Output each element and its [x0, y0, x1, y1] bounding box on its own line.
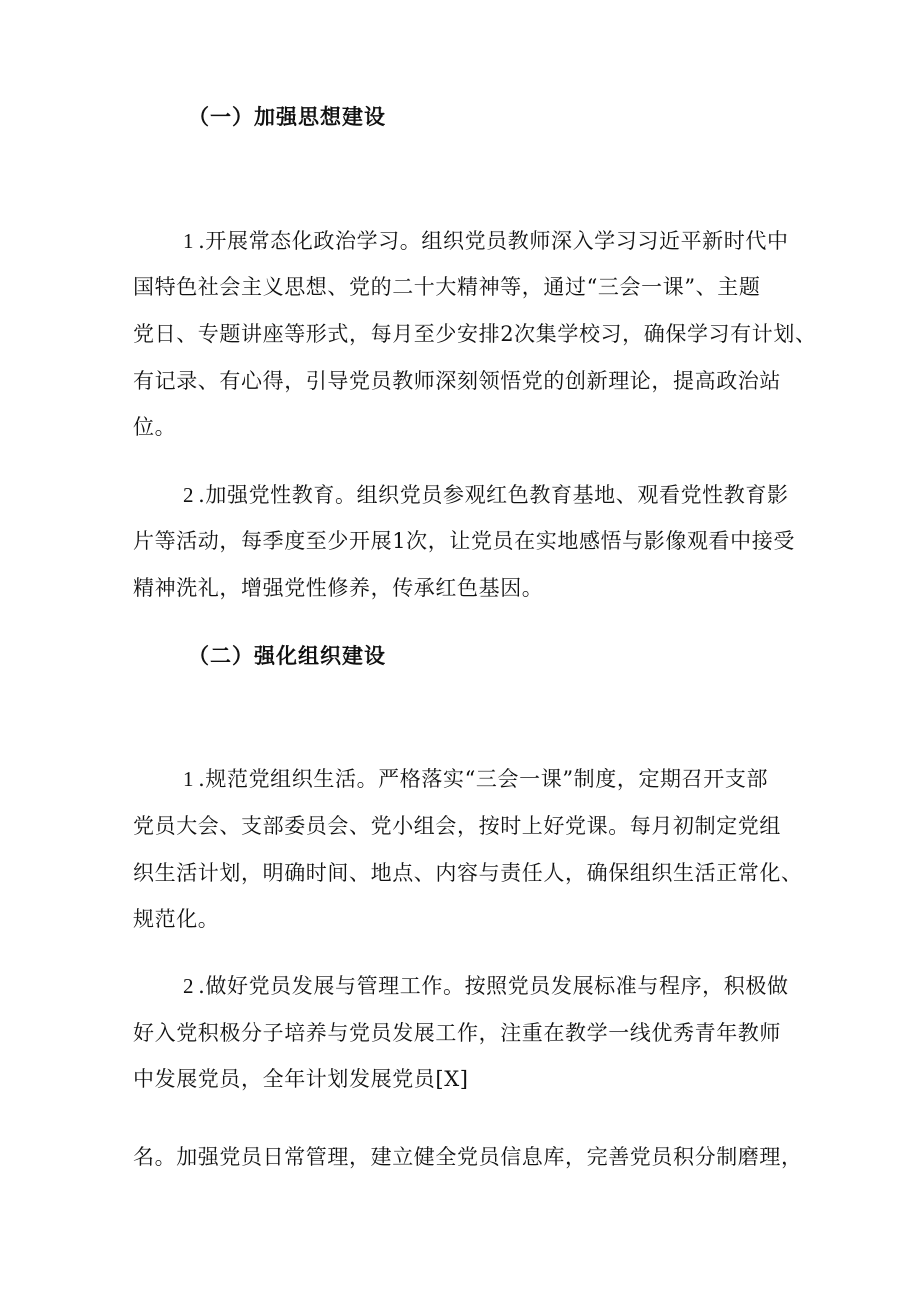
paragraph-line: 党员大会、支部委员会、党小组会，按时上好党课。每月初制定党组	[133, 814, 781, 838]
paragraph-line: 有记录、有心得，引导党员教师深刻领悟党的创新理论，提高政治站	[133, 369, 781, 393]
paragraph-line: 精神洗礼，增强党性修养，传承红色基因。	[133, 576, 544, 600]
paragraph-line	[183, 225, 789, 255]
paragraph-line: 好入党积极分子培养与党员发展工作，注重在教学一线优秀青年教师	[133, 1021, 781, 1045]
paragraph-text: .加强党性教育。组织党员参观红色教育基地、观看党性教育影	[198, 483, 789, 507]
paragraph-line: 中发展党员，全年计划发展党员[X]	[133, 1067, 469, 1091]
paragraph-line: 位。	[133, 415, 177, 439]
paragraph-line: 规范化。	[133, 907, 220, 931]
section-heading: （二）强化组织建设	[188, 643, 386, 668]
paragraph-line	[183, 763, 768, 793]
paragraph-text: .开展常态化政治学习。组织党员教师深入学习习近平新时代中	[198, 229, 789, 253]
paragraph-text: .规范党组织生活。严格落实“三会一课”制度，定期召开支部	[198, 767, 769, 791]
item-number: 1	[183, 767, 195, 791]
paragraph-line: 名。加强党员日常管理，建立健全党员信息库，完善党员积分制磨理，	[133, 1145, 803, 1169]
item-number: 2	[183, 974, 195, 998]
paragraph-line: 国特色社会主义思想、党的二十大精神等，通过“三会一课”、主题	[133, 275, 761, 299]
paragraph-line: 织生活计划，明确时间、地点、内容与责任人，确保组织生活正常化、	[133, 861, 803, 885]
paragraph-line	[183, 970, 789, 1000]
item-number: 2	[183, 483, 195, 507]
paragraph-line: 党日、专题讲座等形式，每月至少安排2次集学校习，确保学习有计划、	[133, 322, 817, 346]
paragraph-text: .做好党员发展与管理工作。按照党员发展标准与程序，积极做	[198, 974, 789, 998]
paragraph-line	[183, 479, 789, 509]
item-number: 1	[183, 229, 195, 253]
paragraph-line: 片等活动，每季度至少开展1次，让党员在实地感悟与影像观看中接受	[133, 529, 795, 553]
section-heading: （一）加强思想建设	[188, 104, 386, 129]
